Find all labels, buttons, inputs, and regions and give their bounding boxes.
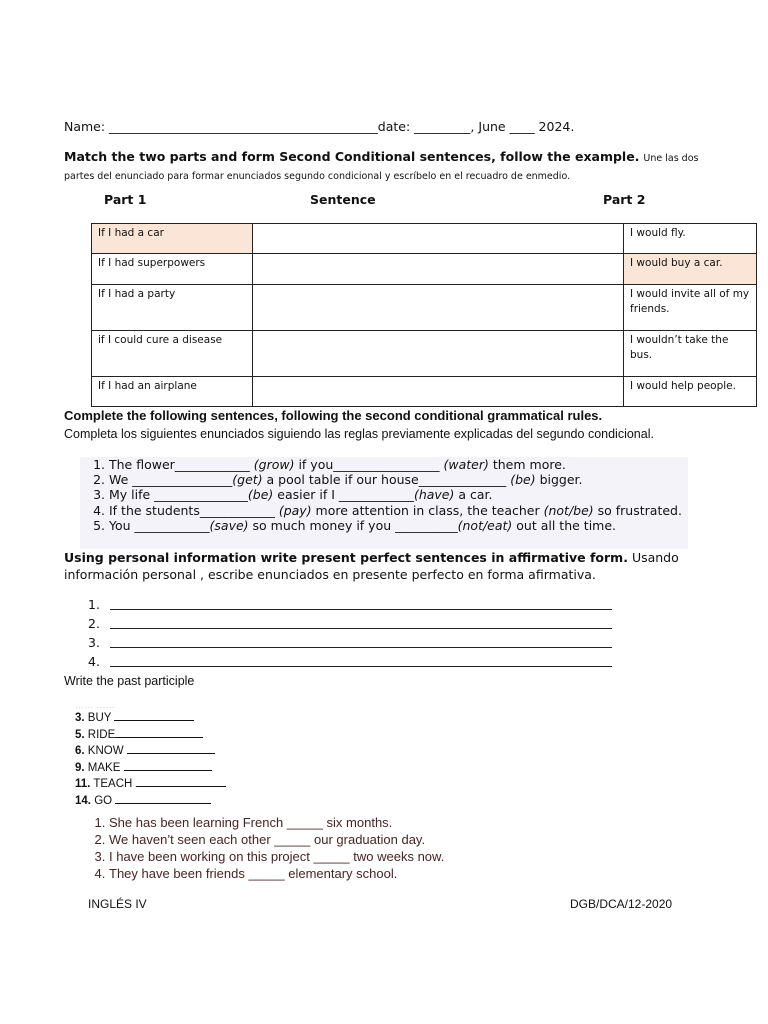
fill-list (64, 457, 709, 533)
list-item: 5. RIDE (75, 726, 226, 743)
table-row (92, 377, 757, 407)
sentence-cell[interactable] (253, 331, 624, 377)
sentence-cell[interactable] (253, 254, 624, 285)
list-item: 3. BUY (75, 709, 226, 726)
part2-cell: I would invite all of my friends. (624, 285, 757, 331)
list-item: 2. We haven’t seen each other _____ our graduation day. (109, 831, 444, 848)
table-row (92, 331, 757, 377)
answer-line[interactable] (88, 635, 110, 650)
table-row (92, 285, 757, 331)
list-item: 3. My life _______________(be) easier if I ____________(have) a car. (109, 487, 709, 502)
answer-line[interactable] (88, 654, 110, 669)
sentence-cell[interactable] (253, 285, 624, 331)
line-number: 2. (88, 616, 100, 631)
present-perfect-title: Using personal information write present perfect sentences in affirmative form. (64, 550, 628, 565)
part1-cell: If I had superpowers (92, 254, 253, 285)
line-number: 1. (88, 597, 100, 612)
answer-line[interactable] (88, 616, 110, 631)
list-item: 2. We ________________(get) a pool table if our house______________ (be) bigger. (109, 472, 709, 487)
table-row (92, 224, 757, 254)
list-item: 3. I have been working on this project _____ two weeks now. (109, 848, 444, 865)
since-for-list (64, 814, 444, 882)
footer-code: DGB/DCA/12-2020 (570, 897, 673, 911)
part1-cell: if I could cure a disease (92, 331, 253, 377)
complete-title: Complete the following sentences, following the second conditional grammatical rules. (64, 408, 603, 423)
part1-cell: If I had a party (92, 285, 253, 331)
name-date-line: Name: ___________________________________________date: _________, June ____ 2024. (64, 119, 575, 134)
header-part2: Part 2 (603, 192, 646, 207)
part2-cell: I would fly. (624, 224, 757, 254)
list-item: 4. They have been friends _____ elementary school. (109, 865, 444, 882)
list-item: 1. She has been learning French _____ six months. (109, 814, 444, 831)
list-item: 14. GO (75, 792, 226, 809)
cropped-row: ...... ...... (75, 700, 115, 708)
list-item: 6. KNOW (75, 742, 226, 759)
present-perfect-subtitle: Usando información personal , escribe enunciados en presente perfecto en forma afirmativa. (64, 550, 679, 582)
match-instructions (64, 149, 704, 185)
participle-title: Write the past participle (64, 674, 195, 688)
header-sentence: Sentence (310, 192, 376, 207)
part2-cell: I would buy a car. (624, 254, 757, 285)
part2-cell: I would help people. (624, 377, 757, 407)
sentence-cell[interactable] (253, 224, 624, 254)
list-item: 5. You ____________(save) so much money if you __________(not/eat) out all the time. (109, 518, 709, 533)
line-number: 3. (88, 635, 100, 650)
match-subtitle: Une las dos partes del enunciado para formar enunciados segundo condicional y escríbelo en el recuadro de enmedio. (64, 153, 699, 182)
list-item: 11. TEACH (75, 775, 226, 792)
table-row (92, 254, 757, 285)
list-item: 4. If the students____________ (pay) more attention in class, the teacher (not/be) so frustrated. (109, 503, 709, 518)
present-perfect-instructions (64, 549, 704, 583)
list-item: 1. The flower____________ (grow) if you_________________ (water) them more. (109, 457, 709, 472)
complete-subtitle: Completa los siguientes enunciados siguiendo las reglas previamente explicadas del segundo condicional. (64, 427, 654, 441)
part1-cell: If I had a car (92, 224, 253, 254)
match-table (91, 223, 757, 407)
header-part1: Part 1 (104, 192, 147, 207)
sentence-cell[interactable] (253, 377, 624, 407)
footer-course: INGLÉS IV (88, 897, 147, 911)
match-title: Match the two parts and form Second Conditional sentences, follow the example. (64, 149, 640, 164)
line-number: 4. (88, 654, 100, 669)
list-item: 9. MAKE (75, 759, 226, 776)
answer-line[interactable] (88, 597, 110, 612)
part2-cell: I wouldn’t take the bus. (624, 331, 757, 377)
verb-list (75, 709, 226, 808)
part1-cell: If I had an airplane (92, 377, 253, 407)
